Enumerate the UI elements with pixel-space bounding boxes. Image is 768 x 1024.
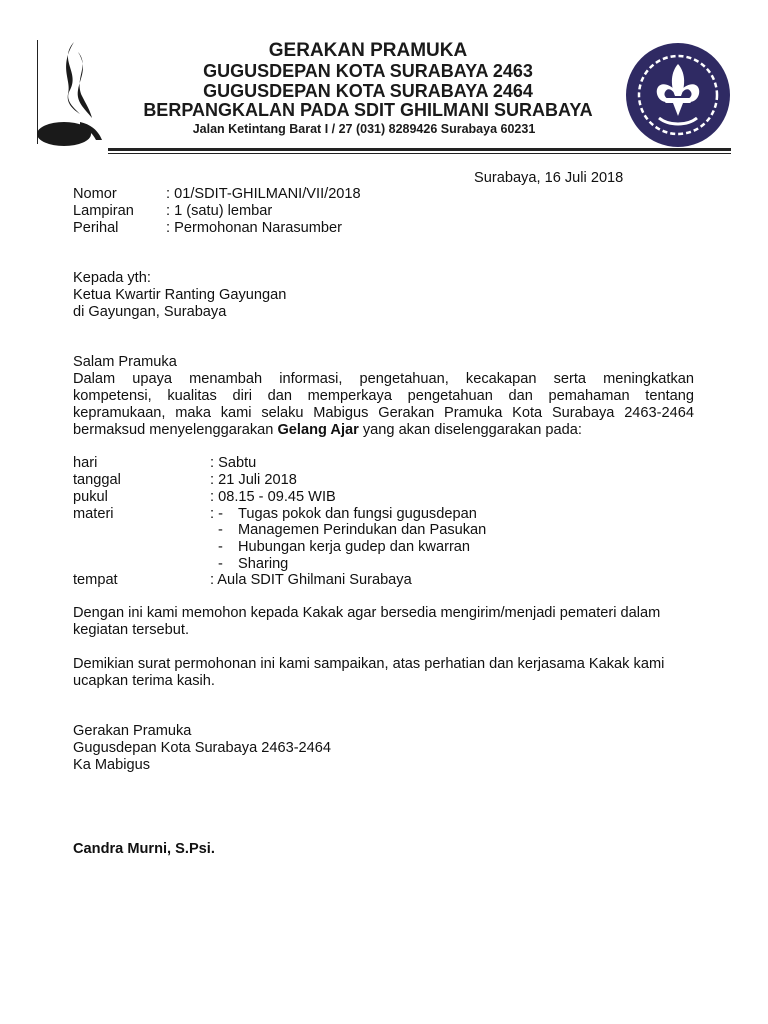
letterhead-base: BERPANGKALAN PADA SDIT GHILMANI SURABAYA xyxy=(143,100,593,120)
letterhead-gudep-2464: GUGUSDEPAN KOTA SURABAYA 2464 xyxy=(203,81,533,101)
letterhead-address: Jalan Ketintang Barat I / 27 (031) 8289426 Surabaya 60231 xyxy=(192,122,536,136)
request-line-1: Dengan ini kami memohon kepada Kakak agar bersedia mengirim/menjadi pemateri dalam xyxy=(73,605,661,621)
letterhead-org: GERAKAN PRAMUKA xyxy=(268,40,468,61)
materi-item-1: Tugas pokok dan fungsi gugusdepan xyxy=(238,506,477,522)
closing-line-2: ucapkan terima kasih. xyxy=(73,673,215,689)
signature-role: Ka Mabigus xyxy=(73,757,151,773)
request-line-2: kegiatan tersebut. xyxy=(73,622,190,638)
tanggal-value: : 21 Juli 2018 xyxy=(210,472,297,488)
pukul-label: pukul xyxy=(73,489,108,505)
intro-line-4-post: yang akan diselenggarakan pada: xyxy=(358,422,582,438)
event-name: Gelang Ajar xyxy=(277,422,359,438)
tanggal-label: tanggal xyxy=(73,472,121,488)
meta-label-lampiran: Lampiran xyxy=(73,203,134,219)
closing-line-1: Demikian surat permohonan ini kami sampaikan, atas perhatian dan kerjasama Kakak kami xyxy=(73,656,665,672)
materi-item-4: Sharing xyxy=(238,556,289,572)
tempat-value: : Aula SDIT Ghilmani Surabaya xyxy=(210,572,412,588)
scout-fleur-de-lis-emblem-icon xyxy=(625,42,731,148)
greeting: Salam Pramuka xyxy=(73,354,177,370)
materi-bullet-4: - xyxy=(218,556,223,572)
materi-item-2: Managemen Perindukan dan Pasukan xyxy=(238,522,487,538)
date-line: Surabaya, 16 Juli 2018 xyxy=(474,170,624,186)
materi-label: materi xyxy=(73,506,114,522)
intro-line-3: kepramukaan, maka kami selaku Mabigus Gerakan Pramuka Kota Surabaya 2463-2464 xyxy=(73,405,694,421)
meta-value-perihal: : Permohonan Narasumber xyxy=(166,220,343,236)
tempat-label: tempat xyxy=(73,572,118,588)
letterhead-rule-thin xyxy=(108,153,731,154)
letterhead-rule-thick xyxy=(108,148,731,151)
intro-line-4 xyxy=(73,422,582,439)
materi-bullet-3: - xyxy=(218,539,223,555)
meta-value-nomor: : 01/SDIT-GHILMANI/VII/2018 xyxy=(166,186,361,202)
recipient-name: Ketua Kwartir Ranting Gayungan xyxy=(73,287,287,303)
recipient-salutation: Kepada yth: xyxy=(73,270,151,286)
intro-line-1: Dalam upaya menambah informasi, pengetahuan, kecakapan serta meningkatkan xyxy=(73,371,694,387)
meta-label-nomor: Nomor xyxy=(73,186,117,202)
signature-org: Gerakan Pramuka xyxy=(73,723,192,739)
intro-line-4-pre: bermaksud menyelenggarakan xyxy=(73,422,278,438)
signature-name: Candra Murni, S.Psi. xyxy=(73,841,215,857)
hari-label: hari xyxy=(73,455,98,471)
intro-line-2: kompetensi, kualitas diri dan memperkaya pengetahuan dan pemahaman tentang xyxy=(73,388,694,404)
meta-label-perihal: Perihal xyxy=(73,220,119,236)
hari-value: : Sabtu xyxy=(210,455,257,471)
materi-item-3: Hubungan kerja gudep dan kwarran xyxy=(238,539,471,555)
signature-unit: Gugusdepan Kota Surabaya 2463-2464 xyxy=(73,740,332,756)
materi-bullet-2: - xyxy=(218,522,223,538)
letterhead-gudep-2463: GUGUSDEPAN KOTA SURABAYA 2463 xyxy=(203,61,533,81)
meta-value-lampiran: : 1 (satu) lembar xyxy=(166,203,273,219)
recipient-location: di Gayungan, Surabaya xyxy=(73,304,227,320)
materi-prefix: : - xyxy=(210,506,223,522)
pukul-value: : 08.15 - 09.45 WIB xyxy=(210,489,336,505)
